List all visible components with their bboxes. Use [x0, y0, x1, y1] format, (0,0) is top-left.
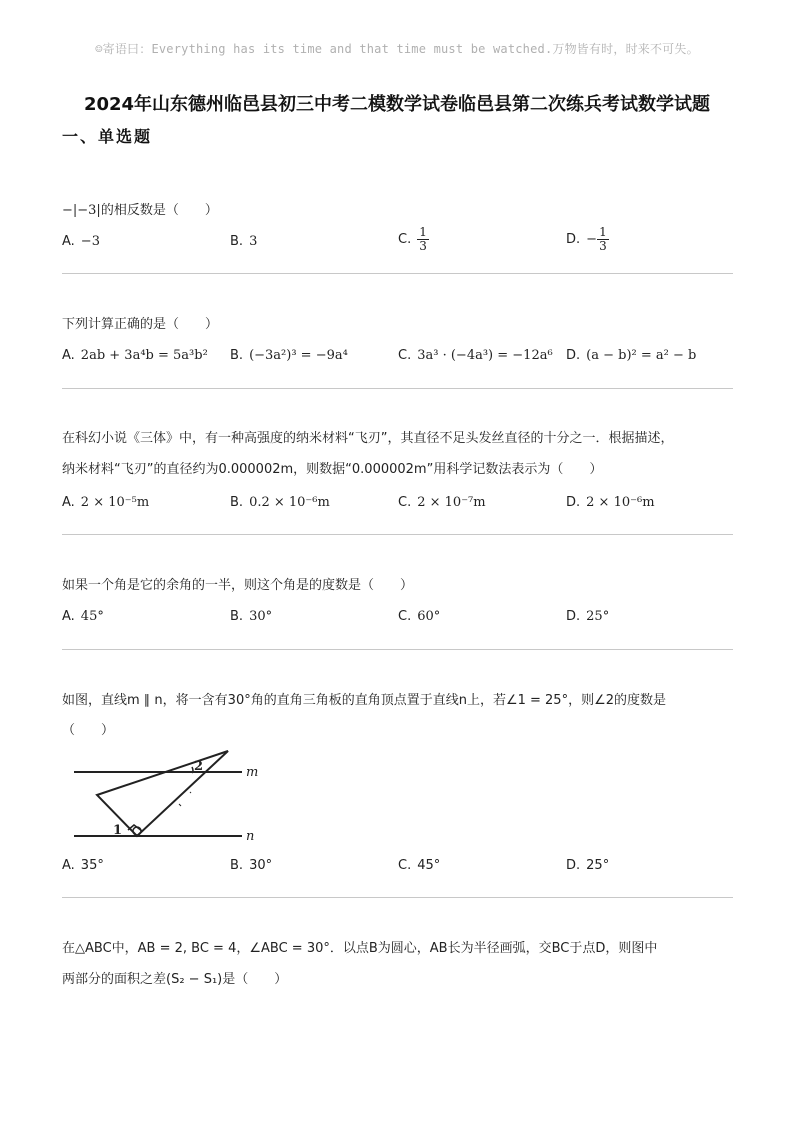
option-text: 3a³ · (−4a³) = −12a⁶	[417, 348, 553, 363]
minus-sign: −	[586, 232, 598, 247]
q2-option-d[interactable]	[566, 348, 696, 363]
option-label: C.	[398, 609, 412, 624]
option-text: 25°	[586, 858, 610, 873]
option-text: 3	[249, 234, 258, 249]
q3-option-d[interactable]	[566, 495, 655, 510]
fraction-denominator: 3	[599, 239, 607, 253]
option-label: D.	[566, 858, 581, 873]
option-label: B.	[230, 609, 244, 624]
option-label: A.	[62, 858, 75, 873]
option-label: D.	[566, 495, 581, 510]
option-text: 45°	[417, 858, 441, 873]
option-label: C.	[398, 495, 412, 510]
page-title: 2024年山东德州临邑县初三中考二模数学试卷临邑县第二次练兵考试数学试题	[83, 94, 711, 115]
option-label: D.	[566, 609, 581, 624]
question-3-stem-line2: 纳米材料“飞刃”的直径约为0.000002m，则数据“0.000002m”用科学记数法表示为（ ）	[62, 462, 603, 477]
option-label: A.	[62, 348, 75, 363]
right-angle-arc	[133, 827, 141, 835]
option-label: D.	[566, 232, 581, 247]
label-angle-1: 1	[113, 823, 123, 838]
option-label: B.	[230, 495, 244, 510]
q1-option-a[interactable]	[62, 234, 100, 249]
option-text: 30°	[249, 858, 273, 873]
fraction-numerator: 1	[419, 225, 427, 239]
fraction	[417, 226, 429, 253]
divider	[62, 897, 733, 898]
option-label: B.	[230, 348, 244, 363]
option-label: C.	[398, 858, 412, 873]
option-text: −3	[80, 234, 100, 249]
question-6-stem-line2: 两部分的面积之差(S₂ − S₁)是（ ）	[62, 972, 288, 987]
q5-option-d[interactable]	[566, 858, 609, 873]
option-label: A.	[62, 495, 75, 510]
label-n: n	[246, 829, 255, 844]
divider	[62, 534, 733, 535]
option-text: 30°	[249, 609, 273, 624]
label-m: m	[246, 765, 259, 780]
option-label: B.	[230, 234, 244, 249]
option-text: (a − b)² = a² − b	[586, 348, 697, 363]
fraction	[597, 226, 609, 253]
q3-option-c[interactable]	[398, 495, 486, 510]
divider	[62, 649, 733, 650]
q4-option-b[interactable]	[230, 609, 272, 624]
option-text: (−3a²)³ = −9a⁴	[249, 348, 348, 363]
option-text: 2ab + 3a⁴b = 5a³b²	[80, 348, 208, 363]
q2-option-a[interactable]	[62, 348, 208, 363]
option-label: D.	[566, 348, 581, 363]
option-label: A.	[62, 609, 75, 624]
ruler-tick	[179, 804, 181, 806]
q3-option-a[interactable]	[62, 495, 149, 510]
angle-2-arc	[192, 767, 193, 773]
question-5-stem-line1: 如图，直线m ∥ n，将一含有30°角的直角三角板的直角顶点置于直线n上，若∠1 = 25°，则∠2的度数是	[62, 693, 666, 708]
q4-option-d[interactable]	[566, 609, 609, 624]
fraction-denominator: 3	[419, 239, 427, 253]
q5-option-a[interactable]	[62, 858, 104, 873]
option-label: A.	[62, 234, 75, 249]
q1-option-c[interactable]	[398, 226, 429, 253]
header-motto: ☺寄语曰：Everything has its time and that time must be watched.万物皆有时，时来不可失。	[95, 42, 699, 56]
question-4-stem: 如果一个角是它的余角的一半，则这个角是的度数是（ ）	[62, 578, 414, 593]
option-text: 0.2 × 10⁻⁶m	[249, 495, 330, 510]
question-1-stem: −|−3|的相反数是（ ）	[62, 203, 218, 218]
fraction-numerator: 1	[599, 225, 607, 239]
option-text: 2 × 10⁻⁵m	[80, 495, 150, 510]
question-2-stem: 下列计算正确的是（ ）	[62, 317, 219, 332]
ruler-tick	[190, 792, 191, 793]
q4-option-c[interactable]	[398, 609, 440, 624]
parallel-lines-triangle-figure	[70, 745, 270, 845]
option-text: 60°	[417, 609, 441, 624]
question-5-stem-line2: （ ）	[62, 723, 115, 738]
option-text: 35°	[80, 858, 104, 873]
q2-option-c[interactable]	[398, 348, 553, 363]
q4-option-a[interactable]	[62, 609, 104, 624]
q3-option-b[interactable]	[230, 495, 330, 510]
option-label: C.	[398, 232, 412, 247]
q1-option-d[interactable]	[566, 226, 609, 253]
q1-option-b[interactable]	[230, 234, 257, 249]
question-3-stem-line1: 在科幻小说《三体》中，有一种高强度的纳米材料“飞刃”，其直径不足头发丝直径的十分之一．根据描述，	[62, 431, 674, 446]
divider	[62, 388, 733, 389]
q2-option-b[interactable]	[230, 348, 348, 363]
divider	[62, 273, 733, 274]
option-label: C.	[398, 348, 412, 363]
label-angle-2: 2	[194, 759, 204, 774]
q5-option-c[interactable]	[398, 858, 440, 873]
option-text: 2 × 10⁻⁶m	[586, 495, 655, 510]
option-text: 25°	[586, 609, 610, 624]
option-label: B.	[230, 858, 244, 873]
q5-option-b[interactable]	[230, 858, 272, 873]
option-text: 45°	[80, 609, 104, 624]
section-heading: 一、单选题	[62, 127, 153, 146]
option-text: 2 × 10⁻⁷m	[417, 495, 486, 510]
question-6-stem-line1: 在△ABC中，AB = 2, BC = 4，∠ABC = 30°．以点B为圆心，AB长为半径画弧，交BC于点D，则图中	[62, 941, 658, 956]
